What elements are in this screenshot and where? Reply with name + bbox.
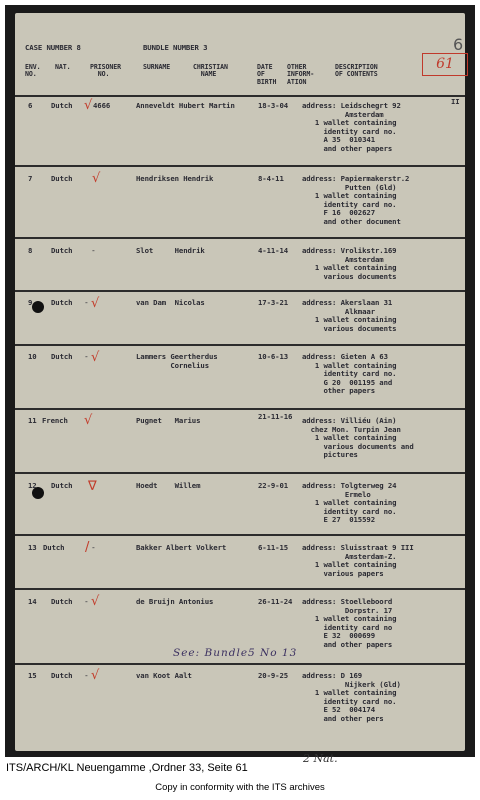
description: address: Akerslaan 31 Alkmaar 1 wallet containing various documents [302, 298, 397, 333]
nationality: Dutch [51, 671, 73, 680]
header-prisoner-no: PRISONER NO. [90, 63, 121, 79]
env-no: 9 [28, 298, 33, 307]
date-of-birth: 22-9-01 [258, 481, 289, 490]
nationality: Dutch [51, 298, 73, 307]
env-no: 7 [28, 174, 33, 183]
prisoner-name: van Koot Aalt [136, 671, 192, 680]
date-of-birth: 18-3-04 [258, 101, 289, 110]
date-of-birth: 6-11-15 [258, 543, 289, 552]
description: address: Papiermakerstr.2 Putten (Gld) 1 wallet containing identity card no. F 16 002627 and other document [302, 174, 410, 226]
prisoner-name: Hendriksen Hendrik [136, 174, 214, 183]
conformity-caption: Copy in conformity with the ITS archives [155, 782, 325, 793]
env-no: 6 [28, 101, 33, 110]
document-page: 6 61 CASE NUMBER 8 BUNDLE NUMBER 3 ENV. NO. NAT. PRISONER NO. SURNAME CHRISTIAN NAME DATE OF BIRTH OTHER INFORM- ATION DESCRIPTION OF CONTENTS 6 Dutch √ 4666 Anneveldt Hubert Martin 18-3-04 address: Leidschegrt 92 Amsterdam 1 wallet containing identity card no. A 35 010341 and other papers II 7 Dutch √ Hendriksen Hendrik 8-4-11 address: Papiermakerstr.2 Putten (Gld) 1 wallet containing identity card no. F 16 002627 and other document 8 Dutch - Slot Hendrik 4-11-14 address: Vrolikstr.169 Amsterdam 1 wallet containing various documents 9 Dutch - √ van Dam Nicolas 17-3-21 address: Akerslaan 31 Alkmaar 1 wallet containing various documents 10 Dutch - √ Lammers Geertherdus Cornelius 10-6-13 address: Gieten A 63 1 wallet containing identity card no. G 20 001195 and other papers 11 French √ Pugnet Marius 21-11-16 address: Villiéu (Ain) chez Mon. Turpin Jean 1 wallet containing various documents and pictures 12 Dutch ∇ Hoedt Willem 22-9-01 address: Tolgterweg 24 Ermelo 1 wallet containing identity card no. E 27 015592 13 Dutch / - Bakker Albert Volkert 6-11-15 address: Sluisstraat 9 III Amsterdam-Z. 1 wallet containing various papers 14 Dutch - √ de Bruijn Antonius 26-11-24 address: Stoelleboord Dorpstr. 17 1 wallet containing identity card no E 32 000699 and other papers See: Bundle5 No 13 15 Dutch - √ van Koot Aalt 20-9-25 address: D 169 Nijkerk (Gld) 1 wallet containing identity card no. E 52 004174 and other pers 2 Nat. [15, 13, 465, 751]
check-mark-icon: √ [91, 296, 100, 311]
description: address: Vrolikstr.169 Amsterdam 1 wallet containing various documents [302, 246, 397, 281]
date-of-birth: 8-4-11 [258, 174, 284, 183]
check-mark-icon: √ [91, 668, 100, 683]
nationality: Dutch [51, 174, 73, 183]
header-nat: NAT. [55, 63, 71, 71]
env-no: 11 [28, 416, 37, 425]
page-number: 6 [453, 35, 464, 54]
check-mark-icon: √ [92, 171, 101, 186]
env-no: 15 [28, 671, 37, 680]
env-no: 13 [28, 543, 37, 552]
date-of-birth: 17-3-21 [258, 298, 289, 307]
check-mark-icon: √ [84, 98, 93, 113]
header-description: DESCRIPTION OF CONTENTS [335, 63, 378, 79]
header-other-information: OTHER INFORM- ATION [287, 63, 315, 86]
punch-hole [32, 301, 44, 313]
prisoner-name: Slot Hendrik [136, 246, 205, 255]
prisoner-name: Pugnet Marius [136, 416, 201, 425]
env-no: 10 [28, 352, 37, 361]
divider-line [15, 95, 465, 97]
check-mark-icon: √ [91, 350, 100, 365]
divider-line [15, 472, 465, 474]
prisoner-no: 4666 [93, 101, 111, 110]
header-surname: SURNAME [143, 63, 171, 71]
nationality: Dutch [51, 101, 73, 110]
description: address: Stoelleboord Dorpstr. 17 1 wallet containing identity card no E 32 000699 and other papers [302, 597, 397, 649]
env-no: 12 [28, 481, 37, 490]
description: address: Sluisstraat 9 III Amsterdam-Z. 1 wallet containing various papers [302, 543, 414, 578]
prisoner-name: Hoedt Willem [136, 481, 201, 490]
prisoner-name: Lammers Geertherdus Cornelius [136, 352, 218, 370]
header-env-no: ENV. NO. [25, 63, 41, 79]
check-mark-icon: √ [84, 413, 93, 428]
description: address: Gieten A 63 1 wallet containing identity card no. G 20 001195 and other papers [302, 352, 397, 396]
env-no: 8 [28, 246, 33, 255]
nationality: Dutch [51, 481, 73, 490]
check-mark-icon: ∇ [88, 479, 97, 494]
prisoner-name: van Dam Nicolas [136, 298, 205, 307]
date-of-birth: 10-6-13 [258, 352, 289, 361]
prisoner-name: Anneveldt Hubert Martin [136, 101, 235, 110]
nationality: Dutch [51, 597, 73, 606]
date-of-birth: 21-11-16 [258, 412, 293, 421]
handwritten-footer: 2 Nat. [303, 752, 338, 765]
header-date-of-birth: DATE OF BIRTH [257, 63, 277, 86]
prisoner-name: Bakker Albert Volkert [136, 543, 227, 552]
description: address: D 169 Nijkerk (Gld) 1 wallet containing identity card no. E 52 004174 and other pers [302, 671, 401, 723]
bundle-number: BUNDLE NUMBER 3 [143, 43, 208, 52]
nationality: Dutch [43, 543, 65, 552]
check-mark-icon: / [85, 540, 90, 555]
divider-line [15, 534, 465, 536]
nationality: Dutch [51, 352, 73, 361]
date-of-birth: 20-9-25 [258, 671, 289, 680]
divider-line [15, 290, 465, 292]
margin-mark: II [451, 97, 460, 106]
divider-line [15, 237, 465, 239]
header-christian-name: CHRISTIAN NAME [193, 63, 228, 79]
handwritten-note: See: Bundle5 No 13 [173, 647, 298, 659]
description: address: Leidschegrt 92 Amsterdam 1 wallet containing identity card no. A 35 010341 and other papers [302, 101, 401, 153]
box-number-stamp: 61 [422, 53, 468, 76]
divider-line [15, 408, 465, 410]
divider-line [15, 588, 465, 590]
description: address: Tolgterweg 24 Ermelo 1 wallet containing identity card no. E 27 015592 [302, 481, 397, 525]
description: address: Villiéu (Ain) chez Mon. Turpin Jean 1 wallet containing various documents and pictures [302, 416, 414, 460]
nationality: Dutch [51, 246, 73, 255]
date-of-birth: 26-11-24 [258, 597, 293, 606]
env-no: 14 [28, 597, 37, 606]
date-of-birth: 4-11-14 [258, 246, 289, 255]
divider-line [15, 344, 465, 346]
divider-line [15, 663, 465, 665]
archive-reference: ITS/ARCH/KL Neuengamme ,Ordner 33, Seite 61 [6, 762, 248, 774]
divider-line [15, 165, 465, 167]
prisoner-name: de Bruijn Antonius [136, 597, 214, 606]
nationality: French [42, 416, 68, 425]
check-mark-icon: √ [91, 594, 100, 609]
case-number: CASE NUMBER 8 [25, 43, 81, 52]
